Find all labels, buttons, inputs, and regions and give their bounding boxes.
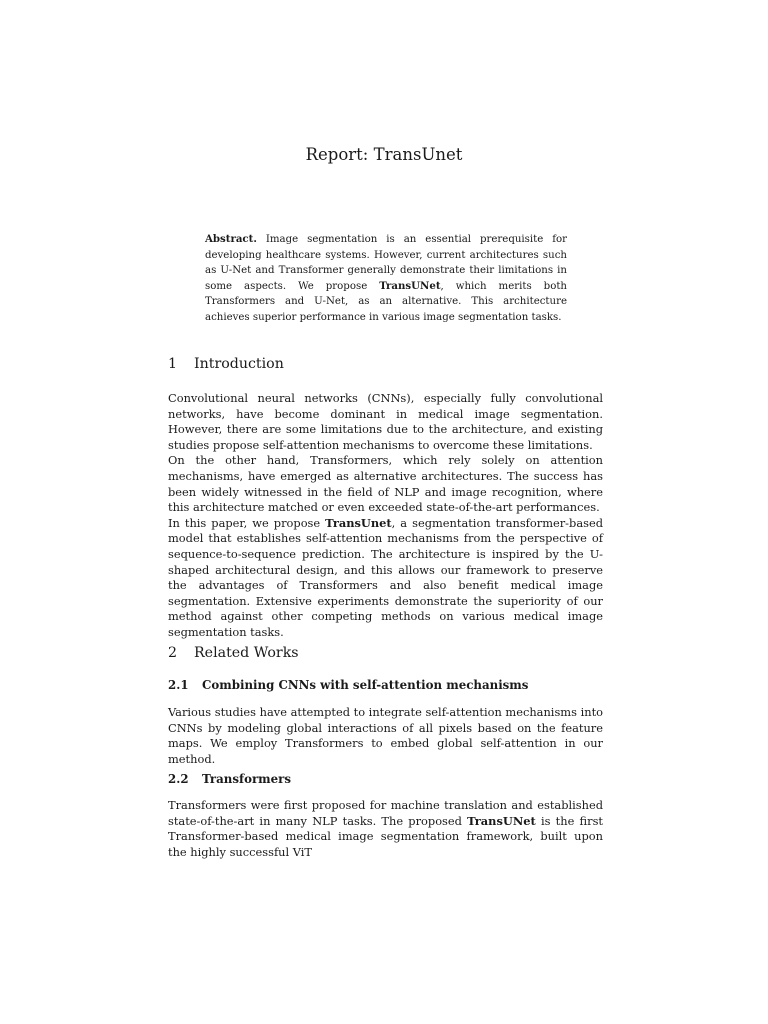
section-number: 1 (168, 356, 178, 372)
section-title: Related Works (194, 645, 299, 661)
subsection-2-1-paragraph: Various studies have attempted to integrate self-attention mechanisms into CNNs by modeling global interactions of all pixels based on the feature maps. We employ Transformers to embed global self-attention in our method. (168, 705, 603, 766)
intro-paragraph-1: Convolutional neural networks (CNNs), especially fully convolutional networks, have become dominant in medical image segmentation. However, there are some limitations due to the architecture, and existing studies propose self-attention mechanisms to overcome these limitations. (168, 391, 603, 452)
subsection-2-2-body (168, 798, 603, 860)
introduction-body (168, 391, 603, 641)
paper-title: Report: TransUnet (305, 145, 463, 164)
section-heading-introduction (168, 356, 284, 372)
subsection-number: 2.1 (168, 678, 189, 692)
sub2-text-b: is the first Transformer-based medical image segmentation framework, built upon the highly successful ViT (168, 813, 603, 859)
intro-paragraph-2: On the other hand, Transformers, which rely solely on attention mechanisms, have emerged as alternative architectures. The success has been widely witnessed in the field of NLP and image recognition, where this architecture matched or even exceeded state-of-the-art performances. (168, 453, 603, 515)
sub2-text-a: Transformers were first proposed for machine translation and established state-of-the-art in many NLP tasks. The proposed (168, 798, 603, 828)
section-title: Introduction (194, 356, 284, 372)
section-number: 2 (168, 645, 178, 661)
abstract-text-2: , which merits both Transformers and U-Net, as an alternative. This architecture achieves superior performance in various image segmentation tasks. (205, 280, 567, 323)
subsection-2-1-body (168, 705, 603, 767)
subsection-2-2-paragraph (168, 798, 603, 860)
intro-paragraph-3 (168, 516, 603, 641)
abstract-label: Abstract. (205, 233, 257, 245)
abstract (205, 232, 567, 326)
intro-p3-text-b: , a segmentation transformer-based model that establishes self-attention mechanisms from the perspective of sequence-to-sequence prediction. The architecture is inspired by the U-shaped architectural design, and this allows our framework to preserve the advantages of Transformers and also benefit medical image segmentation. Extensive experiments demonstrate the superiority of our method against other competing methods on various medical image segmentation tasks. (168, 515, 603, 639)
subsection-heading-transformers (168, 772, 291, 786)
intro-p3-bold: TransUnet (325, 515, 392, 530)
section-heading-related-works (168, 645, 299, 661)
subsection-number: 2.2 (168, 772, 189, 786)
sub2-bold-transunet: TransUNet (467, 813, 536, 828)
abstract-bold-transunet: TransUNet (379, 279, 441, 292)
subsection-title: Combining CNNs with self-attention mechanisms (202, 678, 529, 692)
intro-p3-text-a: In this paper, we propose (168, 515, 326, 530)
abstract-text-1: Image segmentation is an essential prerequisite for developing healthcare systems. However, current architectures such as U-Net and Transformer generally demonstrate their limitations in some aspects. We propose (205, 234, 567, 292)
subsection-title: Transformers (202, 772, 292, 786)
subsection-heading-combining-cnns (168, 678, 528, 692)
